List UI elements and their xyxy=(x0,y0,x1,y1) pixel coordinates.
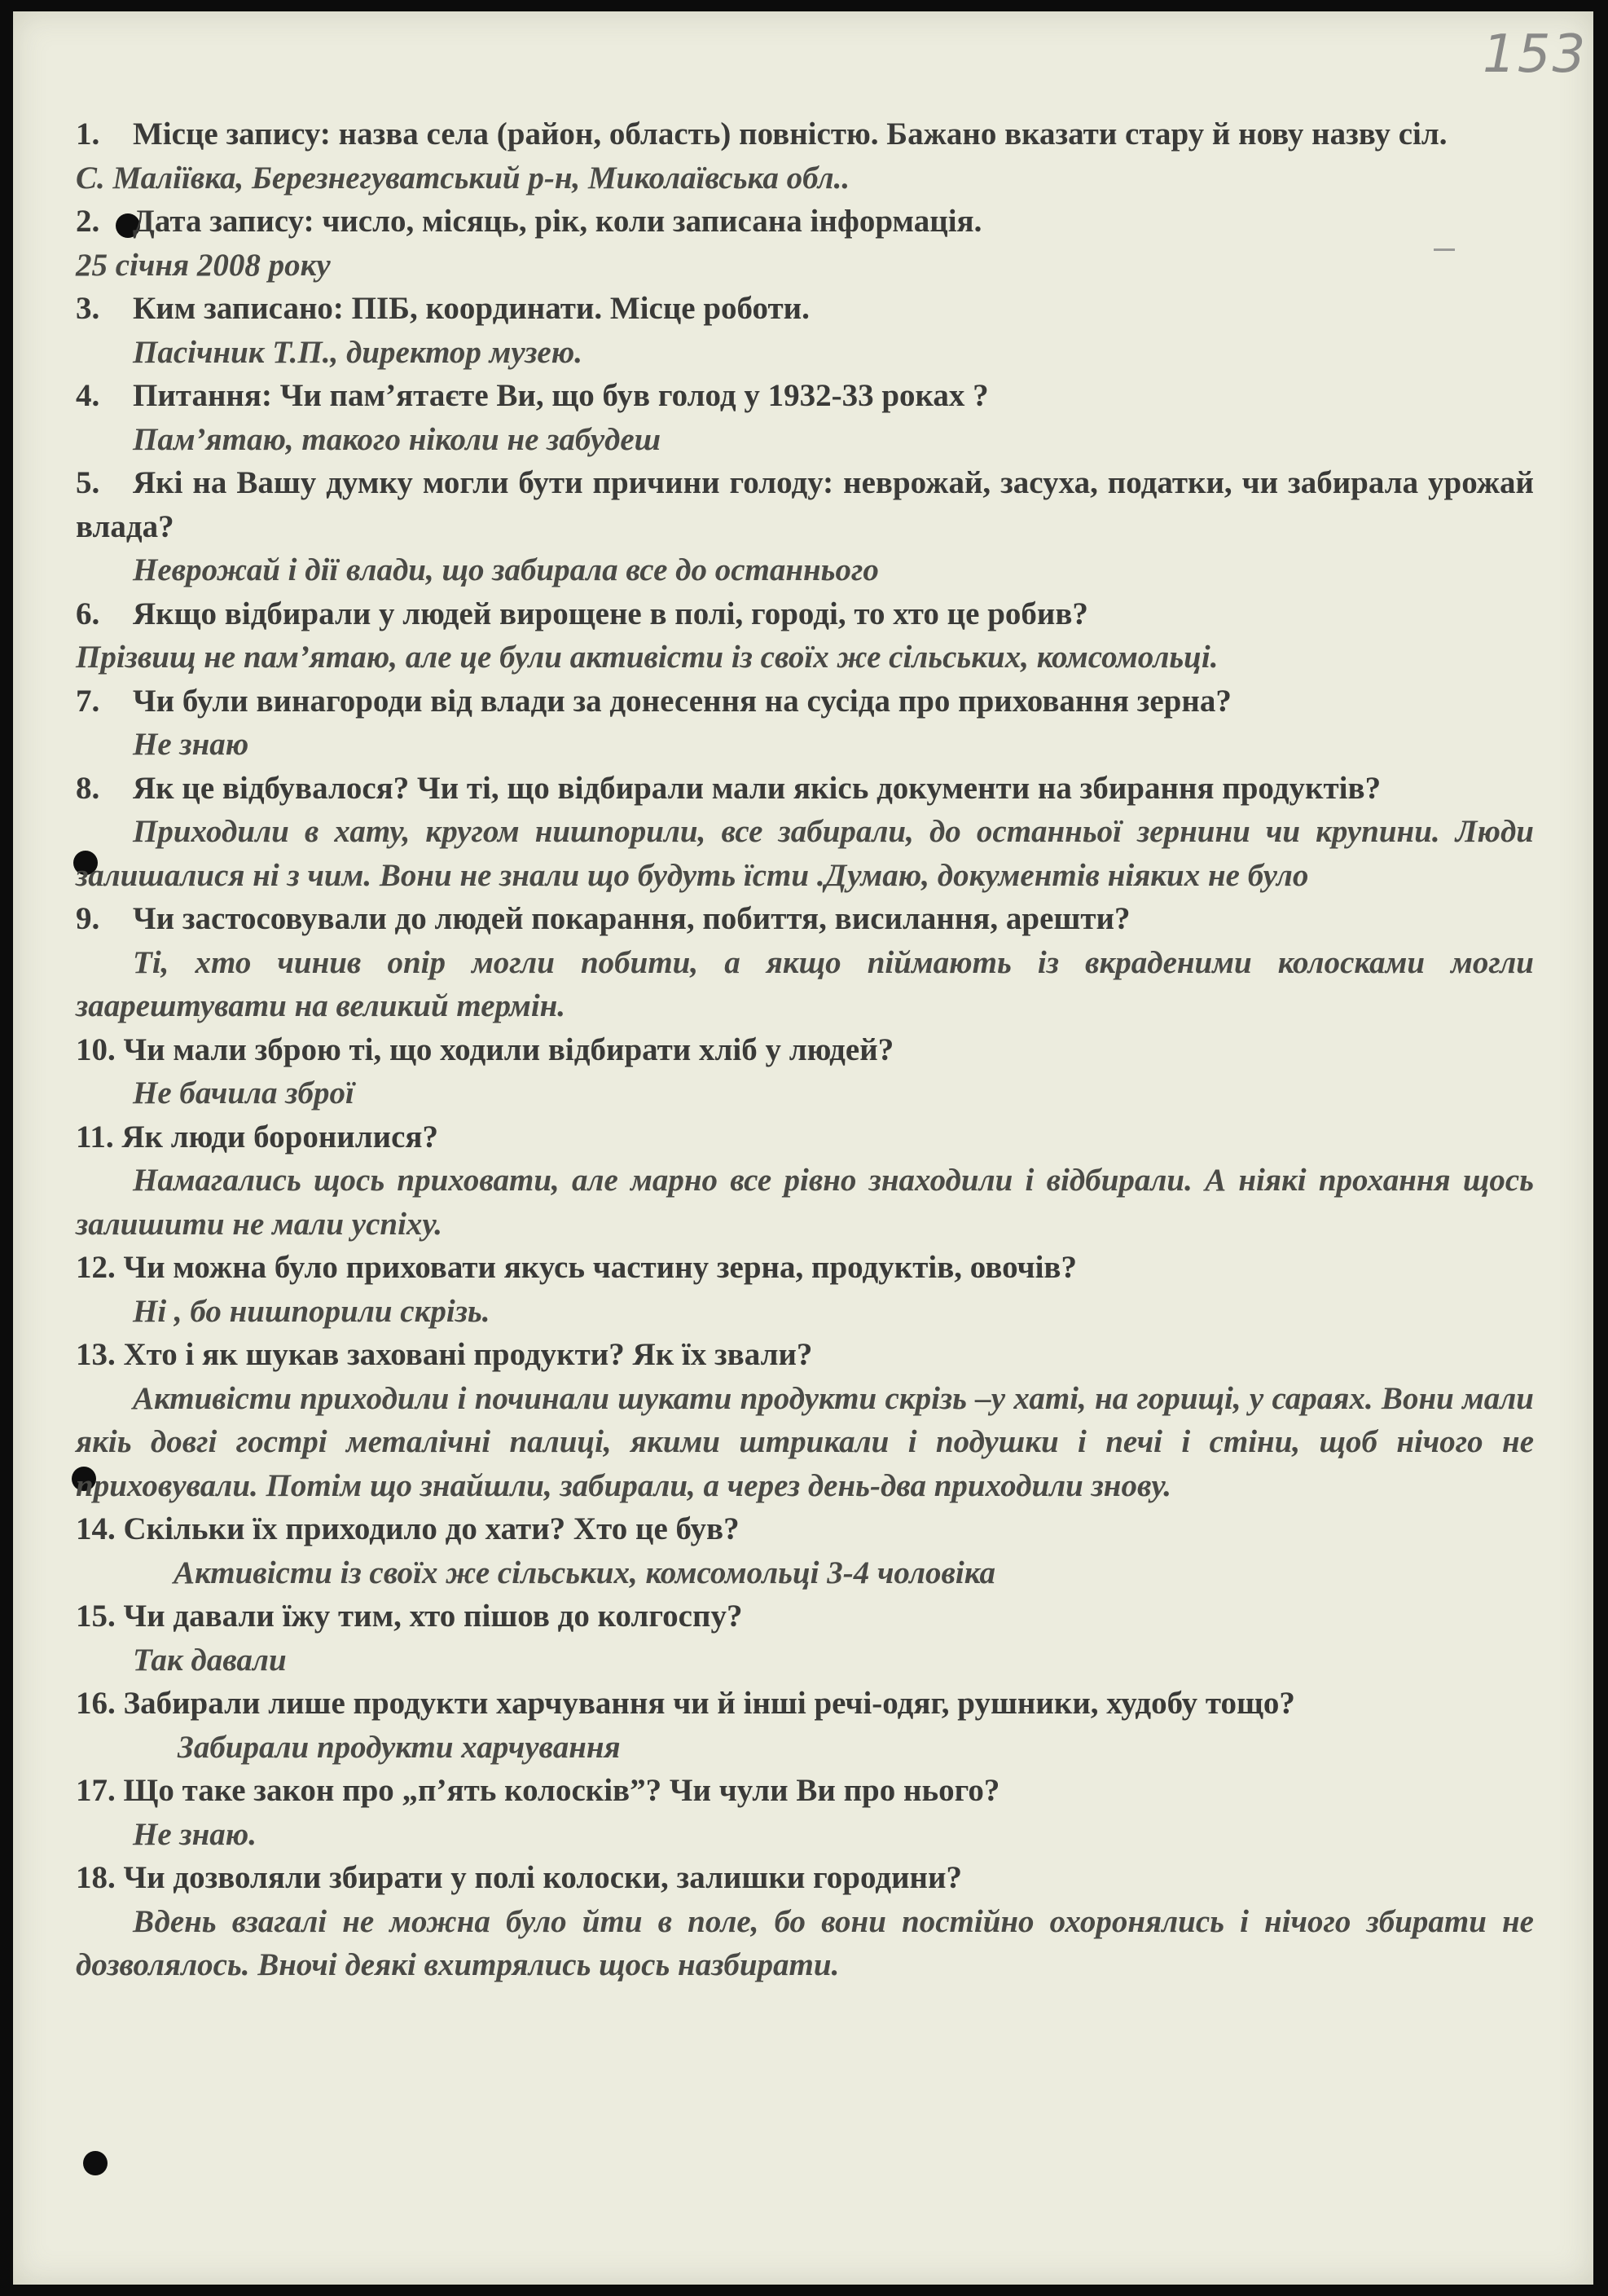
question-5: 5. Які на Вашу думку могли бути причини голоду: неврожай, засуха, податки, чи забирала урожай влада? xyxy=(76,465,1534,544)
answer-6: Прізвищ не пам’ятаю, але це були активісти із своїх же сільських, комсомольці. xyxy=(76,640,1219,675)
answer-14: Активісти із своїх же сільських, комсомольці 3-4 чоловіка xyxy=(174,1555,996,1590)
question-4: 4. Питання: Чи пам’ятаєте Ви, що був голод у 1932-33 роках ? xyxy=(76,378,989,413)
question-7: 7. Чи були винагороди від влади за донесення на сусіда про приховання зерна? xyxy=(76,683,1232,719)
question-2: 2. Дата запису: число, місяць, рік, коли записана інформація. xyxy=(76,204,982,239)
answer-16: Забирали продукти харчування xyxy=(178,1729,621,1765)
question-17: 17. Що таке закон про „п’ять колосків”? Чи чули Ви про нього? xyxy=(76,1773,1000,1808)
question-11: 11. Як люди боронилися? xyxy=(76,1119,439,1155)
question-1: 1. Місце запису: назва села (район, область) повністю. Бажано вказати стару й нову назву сіл. xyxy=(76,117,1448,152)
answer-9: Ті, хто чинив опір могли побити, а якщо піймають із вкраденими колосками могли заарештувати на великий термін. xyxy=(76,944,1534,1023)
answer-1: С. Маліївка, Березнегуватський р-н, Миколаївська обл.. xyxy=(76,160,850,196)
question-15: 15. Чи давали їжу тим, хто пішов до колгоспу? xyxy=(76,1599,743,1634)
questionnaire xyxy=(76,112,1534,1987)
answer-7: Не знаю xyxy=(133,727,249,762)
question-12: 12. Чи можна було приховати якусь частину зерна, продуктів, овочів? xyxy=(76,1250,1077,1285)
answer-11: Намагались щось приховати, але марно все рівно знаходили і відбирали. А ніякі прохання щось залишити не мали успіху. xyxy=(76,1163,1534,1242)
punch-hole-icon xyxy=(83,2151,108,2175)
question-18: 18. Чи дозволяли збирати у полі колоски, залишки городини? xyxy=(76,1860,962,1895)
answer-15: Так давали xyxy=(133,1642,287,1678)
page-number: 153 xyxy=(1483,24,1588,85)
answer-17: Не знаю. xyxy=(133,1816,257,1852)
question-6: 6. Якщо відбирали у людей вирощене в полі, городі, то хто це робив? xyxy=(76,596,1088,631)
answer-10: Не бачила зброї xyxy=(133,1075,354,1111)
question-9: 9. Чи застосовували до людей покарання, побиття, висилання, арешти? xyxy=(76,901,1131,936)
answer-8: Приходили в хату, кругом нишпорили, все забирали, до останньої зернини чи крупини. Люди залишалися ні з чим. Вони не знали що будуть їсти .Думаю, документів ніяких не було xyxy=(76,814,1534,893)
answer-3: Пасічник Т.П., директор музею. xyxy=(133,334,582,370)
answer-4: Пам’ятаю, такого ніколи не забудеш xyxy=(133,421,661,457)
question-8: 8. Як це відбувалося? Чи ті, що відбирали мали якісь документи на збирання продуктів? xyxy=(76,770,1382,806)
question-14: 14. Скільки їх приходило до хати? Хто це був? xyxy=(76,1511,740,1546)
answer-12: Ні , бо нишпорили скрізь. xyxy=(133,1293,490,1329)
question-3: 3. Ким записано: ПІБ, координати. Місце роботи. xyxy=(76,291,810,326)
answer-13: Активісти приходили і починали шукати продукти скрізь –у хаті, на горищі, у сараях. Вони мали якіь довгі гострі металічні палиці, якими штрикали і подушки і печі і стіни, щоб нічого не приховували. Потім що знайшли, забирали, а через день-два приходили знову. xyxy=(76,1380,1534,1503)
answer-5: Неврожай і дії влади, що забирала все до останнього xyxy=(133,552,879,587)
question-10: 10. Чи мали зброю ті, що ходили відбирати хліб у людей? xyxy=(76,1031,894,1067)
answer-18: Вдень взагалі не можна було йти в поле, бо вони постійно охоронялись і нічого збирати не дозволялось. Вночі деякі вхитрялись щось назбирати. xyxy=(76,1903,1534,1982)
answer-2: 25 січня 2008 року xyxy=(76,247,331,283)
question-13: 13. Хто і як шукав заховані продукти? Як їх звали? xyxy=(76,1337,813,1372)
question-16: 16. Забирали лише продукти харчування чи й інші речі-одяг, рушники, худобу тощо? xyxy=(76,1686,1295,1721)
